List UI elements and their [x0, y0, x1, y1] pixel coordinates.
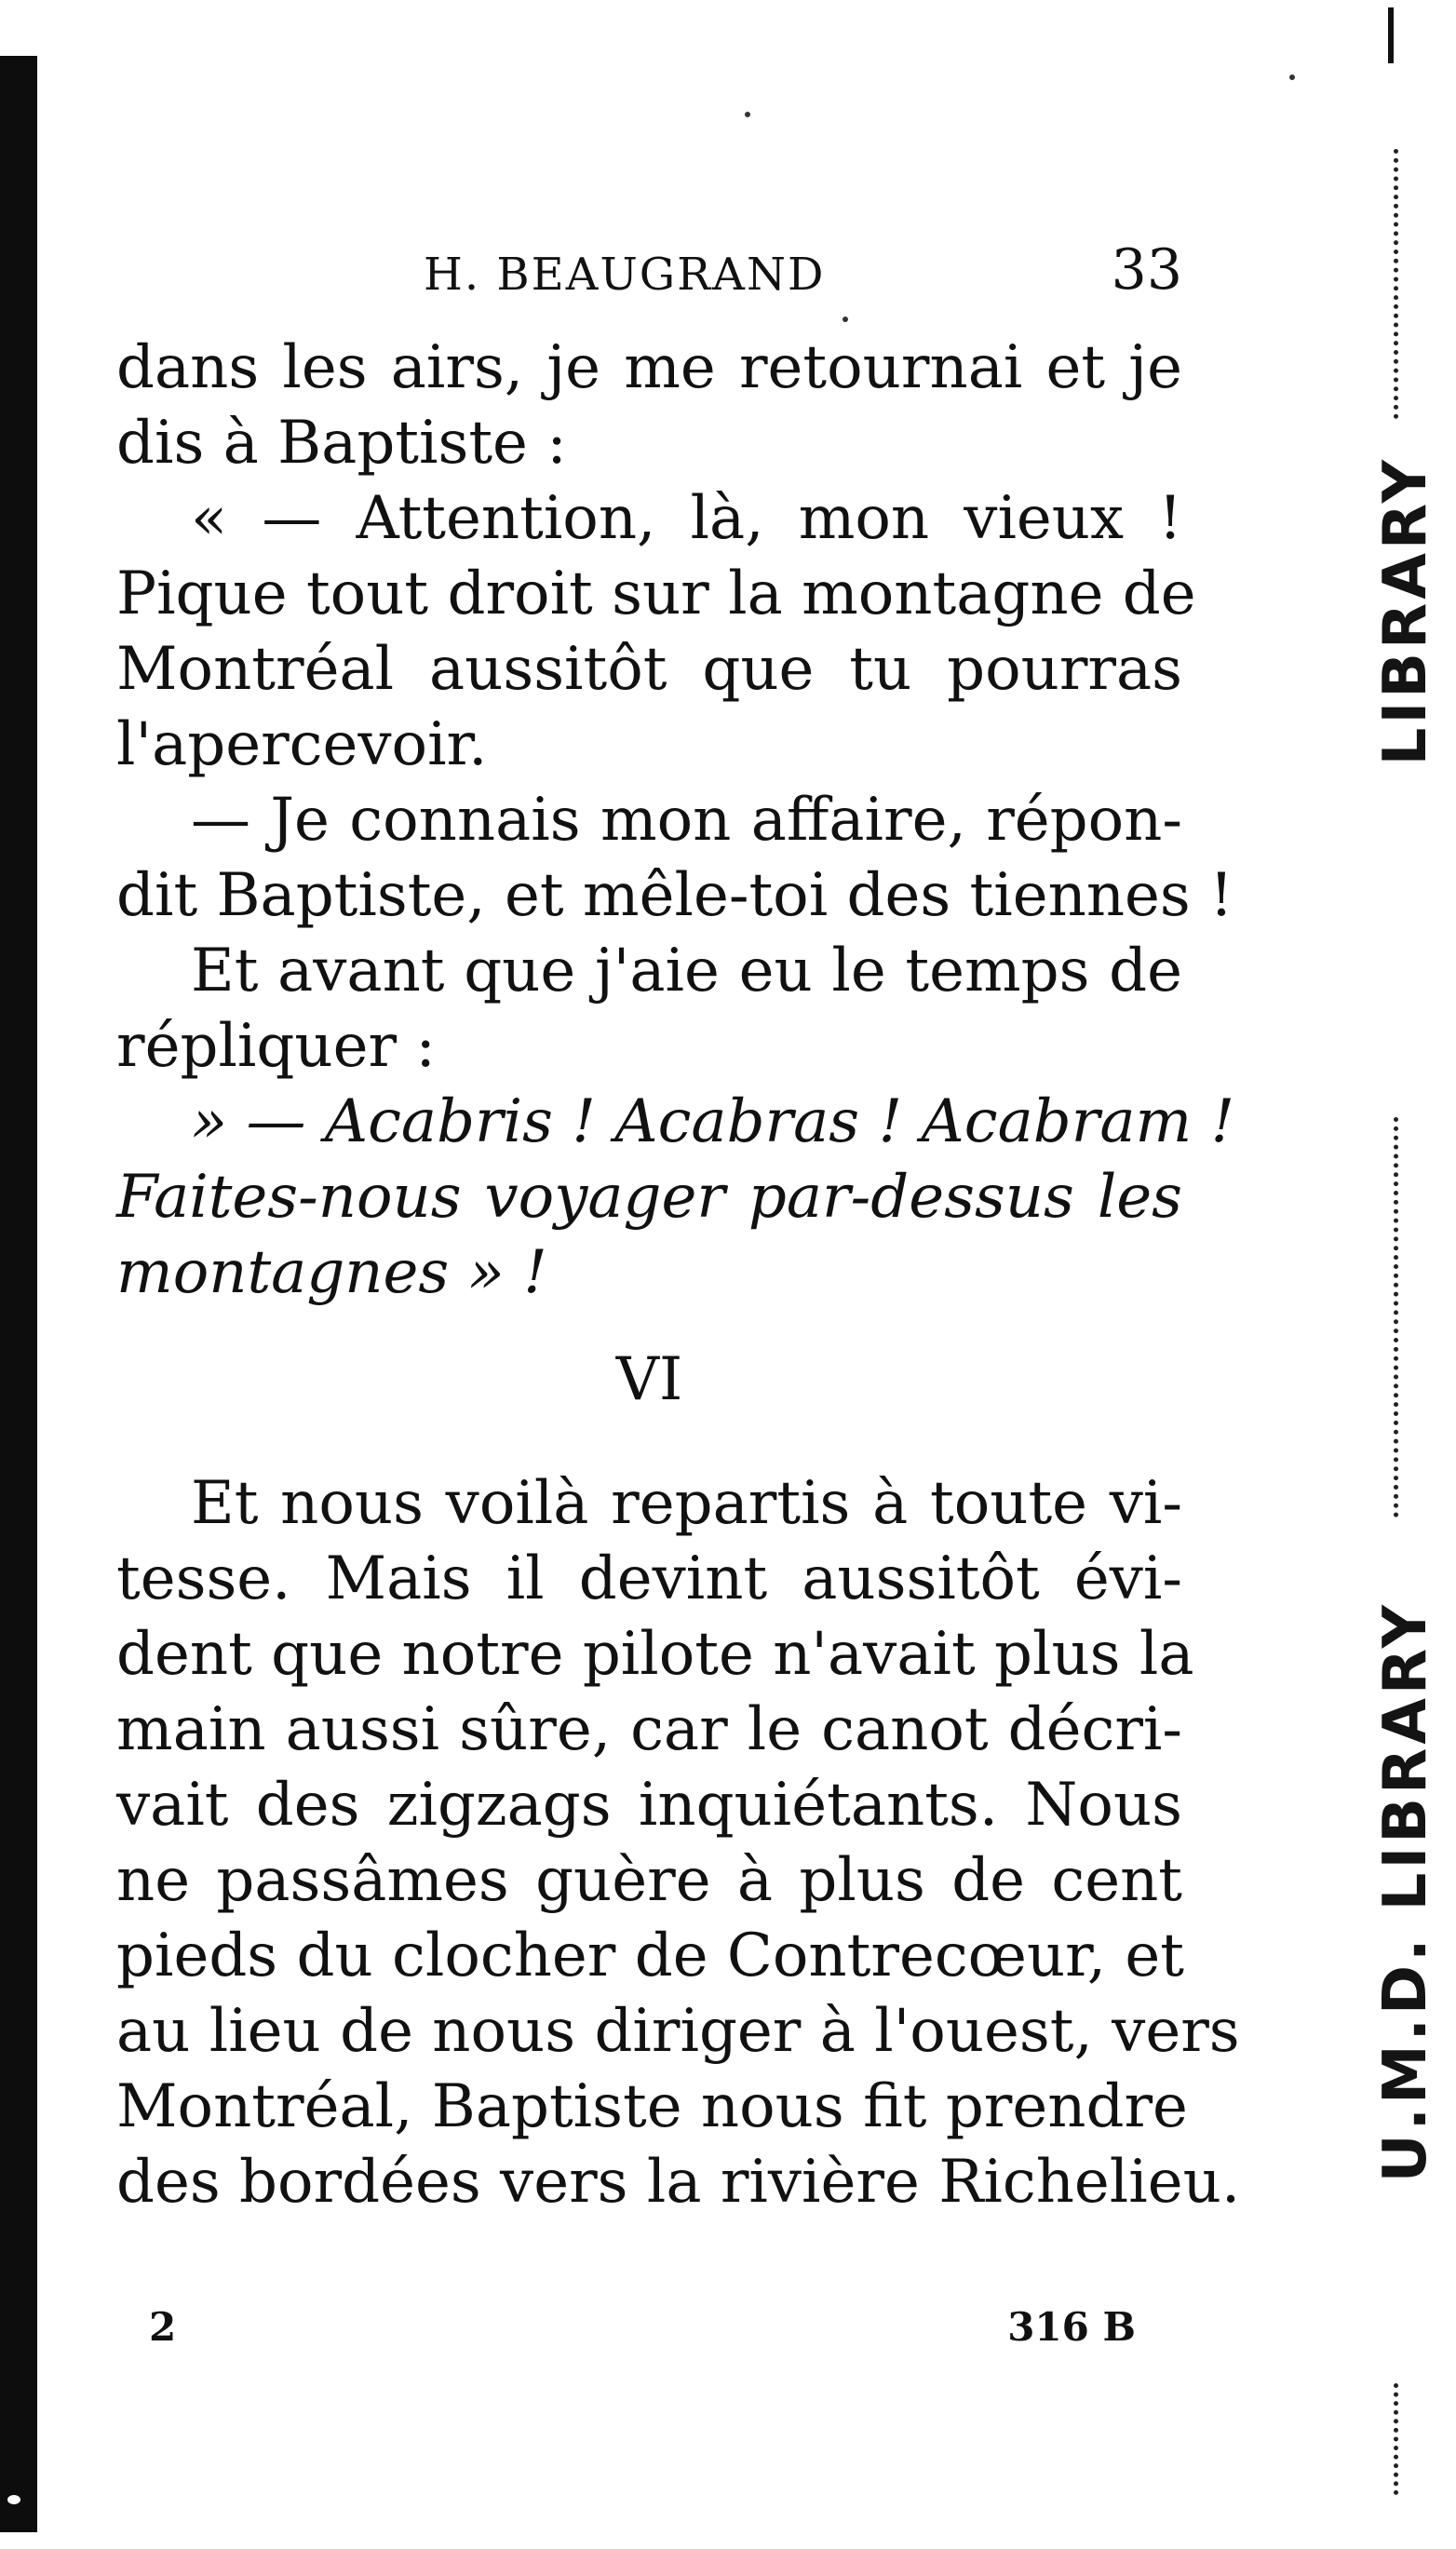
text-line: Montréal aussitôt que tu pourras [116, 635, 1182, 704]
stamp-dots [1394, 2383, 1404, 2495]
text-line: » — Acabris ! Acabras ! Acabram ! [191, 1087, 1235, 1156]
chapter-heading: VI [615, 1345, 683, 1414]
running-head: H. BEAUGRAND [424, 249, 826, 301]
text-line: des bordées vers la rivière Richelieu. [116, 2148, 1241, 2217]
library-stamp-top: LIBRARY [1371, 456, 1440, 766]
print-speck [745, 112, 750, 117]
text-line: dit Baptiste, et mêle-toi des tiennes ! [116, 861, 1234, 930]
library-stamp-bottom: U.M.D. LIBRARY [1371, 1601, 1440, 2183]
text-line: l'apercevoir. [116, 710, 488, 779]
stamp-dots [1394, 1117, 1404, 1517]
text-line: tesse. Mais il devint aussitôt évi- [116, 1544, 1182, 1613]
text-line: vait des zigzags inquiétants. Nous [116, 1771, 1182, 1840]
text-line: dent que notre pilote n'avait plus la [116, 1620, 1194, 1689]
binding-edge [0, 56, 37, 2532]
text-line: montagnes » ! [116, 1238, 547, 1307]
text-line: main aussi sûre, car le canot décri- [116, 1695, 1182, 1764]
edge-mark [1388, 7, 1394, 63]
text-line: au lieu de nous diriger à l'ouest, vers [116, 1997, 1240, 2066]
text-line: Faites-nous voyager par-dessus les [116, 1163, 1182, 1232]
binding-notch [7, 2495, 20, 2504]
print-speck [843, 317, 848, 322]
body-text [116, 330, 1241, 2220]
stamp-dots [1394, 149, 1404, 419]
text-line: « — Attention, là, mon vieux ! [191, 484, 1182, 553]
print-speck [1289, 74, 1295, 80]
page-header [116, 237, 1182, 312]
signature-code: 316 B [1007, 2304, 1136, 2350]
text-line: ne passâmes guère à plus de cent [116, 1846, 1182, 1915]
text-line: dans les airs, je me retournai et je [116, 333, 1182, 402]
page-footer [149, 2304, 1136, 2360]
text-line: Montréal, Baptiste nous fit prendre [116, 2072, 1188, 2141]
text-line: répliquer : [116, 1012, 436, 1081]
text-line: dis à Baptiste : [116, 409, 567, 478]
text-line: Et nous voilà repartis à toute vi- [191, 1469, 1182, 1538]
text-line: Et avant que j'aie eu le temps de [191, 937, 1182, 1005]
text-line: — Je connais mon affaire, répon- [191, 786, 1182, 855]
text-line: Pique tout droit sur la montagne de [116, 560, 1196, 628]
text-line: pieds du clocher de Contrecœur, et [116, 1922, 1184, 1990]
signature-mark: 2 [149, 2304, 177, 2350]
page-number: 33 [1111, 237, 1182, 303]
